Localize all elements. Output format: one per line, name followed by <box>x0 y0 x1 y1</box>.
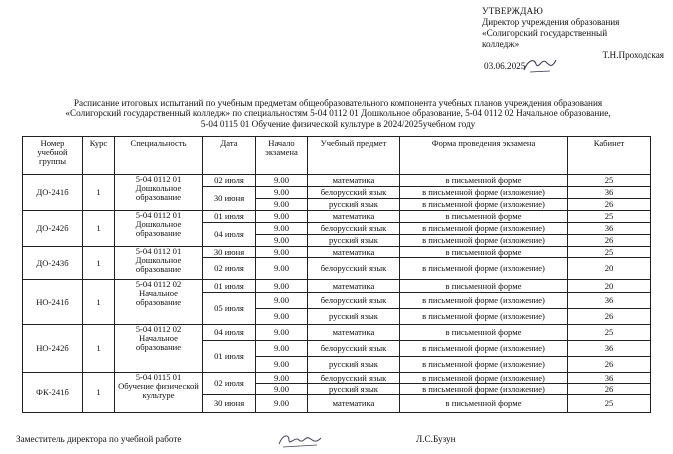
room-cell: 25 <box>568 395 651 413</box>
header-room: Кабинет <box>568 137 651 175</box>
room-cell: 25 <box>568 325 651 341</box>
date-cell: 30 июня <box>203 247 256 258</box>
subject-cell: русский язык <box>308 384 400 395</box>
start-cell: 9.00 <box>256 258 308 280</box>
room-cell: 26 <box>568 235 651 247</box>
room-cell: 20 <box>568 280 651 293</box>
date-cell: 30 июня <box>203 187 256 211</box>
subject-cell: математика <box>308 280 400 293</box>
room-cell: 20 <box>568 258 651 280</box>
header-group: Номер учебной группы <box>23 137 83 175</box>
course-cell: 1 <box>83 373 115 413</box>
course-cell: 1 <box>83 175 115 211</box>
director-signature <box>520 54 560 76</box>
start-cell: 9.00 <box>256 293 308 309</box>
title-line-3: 5-04 0115 01 Обучение физической культуре в 2024/2025учебном году <box>200 118 476 129</box>
date-cell: 01 июля <box>203 280 256 293</box>
start-cell: 9.00 <box>256 395 308 413</box>
document-title <box>8 98 668 129</box>
approval-line-1: Директор учреждения образования <box>482 17 620 27</box>
start-cell: 9.00 <box>256 223 308 235</box>
room-cell: 36 <box>568 341 651 357</box>
table-row <box>23 325 651 341</box>
form-cell: в письменной форме <box>400 395 568 413</box>
subject-cell: белорусский язык <box>308 293 400 309</box>
date-cell: 01 июля <box>203 211 256 223</box>
subject-cell: русский язык <box>308 235 400 247</box>
course-cell: 1 <box>83 211 115 247</box>
specialty-cell: 5-04 0112 02 Начальное образование <box>115 280 203 325</box>
form-cell: в письменной форме (изложение) <box>400 341 568 357</box>
subject-cell: белорусский язык <box>308 223 400 235</box>
group-cell: ДО-243б <box>23 247 83 280</box>
footer <box>16 434 656 448</box>
course-cell: 1 <box>83 280 115 325</box>
subject-cell: русский язык <box>308 199 400 211</box>
subject-cell: белорусский язык <box>308 373 400 384</box>
form-cell: в письменной форме (изложение) <box>400 235 568 247</box>
subject-cell: математика <box>308 395 400 413</box>
subject-cell: белорусский язык <box>308 258 400 280</box>
room-cell: 25 <box>568 175 651 187</box>
start-cell: 9.00 <box>256 175 308 187</box>
schedule-table <box>22 136 651 413</box>
room-cell: 36 <box>568 223 651 235</box>
start-cell: 9.00 <box>256 373 308 384</box>
group-cell: ДО-241б <box>23 175 83 211</box>
subject-cell: русский язык <box>308 357 400 373</box>
form-cell: в письменной форме (изложение) <box>400 373 568 384</box>
start-cell: 9.00 <box>256 341 308 357</box>
form-cell: в письменной форме (изложение) <box>400 357 568 373</box>
approval-line-2: «Солигорский государственный <box>482 28 608 38</box>
date-cell: 05 июля <box>203 293 256 325</box>
table-row <box>23 280 651 293</box>
header-course: Курс <box>83 137 115 175</box>
group-cell: ФК-241б <box>23 373 83 413</box>
subject-cell: математика <box>308 247 400 258</box>
course-cell: 1 <box>83 325 115 373</box>
room-cell: 25 <box>568 211 651 223</box>
room-cell: 36 <box>568 293 651 309</box>
form-cell: в письменной форме <box>400 211 568 223</box>
group-cell: НО-241б <box>23 280 83 325</box>
footer-name: Л.С.Бузун <box>416 434 456 444</box>
room-cell: 26 <box>568 199 651 211</box>
table-row <box>23 211 651 223</box>
group-cell: НО-242б <box>23 325 83 373</box>
specialty-cell: 5-04 0115 01 Обучение физической культуре <box>115 373 203 413</box>
start-cell: 9.00 <box>256 384 308 395</box>
approval-date: 03.06.2025 <box>484 61 526 71</box>
date-cell: 04 июля <box>203 223 256 247</box>
room-cell: 26 <box>568 309 651 325</box>
date-cell: 30 июня <box>203 395 256 413</box>
form-cell: в письменной форме (изложение) <box>400 258 568 280</box>
date-cell: 01 июля <box>203 341 256 373</box>
course-cell: 1 <box>83 247 115 280</box>
date-cell: 02 июля <box>203 175 256 187</box>
start-cell: 9.00 <box>256 211 308 223</box>
specialty-cell: 5-04 0112 01 Дошкольное образование <box>115 175 203 211</box>
form-cell: в письменной форме <box>400 175 568 187</box>
form-cell: в письменной форме <box>400 325 568 341</box>
start-cell: 9.00 <box>256 199 308 211</box>
form-cell: в письменной форме (изложение) <box>400 293 568 309</box>
subject-cell: белорусский язык <box>308 187 400 199</box>
room-cell: 25 <box>568 247 651 258</box>
table-row <box>23 175 651 187</box>
subject-cell: математика <box>308 325 400 341</box>
specialty-cell: 5-04 0112 02 Начальное образование <box>115 325 203 373</box>
approval-block <box>482 6 672 72</box>
start-cell: 9.00 <box>256 309 308 325</box>
title-line-1: Расписание итоговых испытаний по учебным предметам общеобразовательного компонента учебных планов учреждения образования <box>73 98 603 108</box>
form-cell: в письменной форме (изложение) <box>400 223 568 235</box>
footer-position: Заместитель директора по учебной работе <box>16 434 182 444</box>
date-cell: 04 июля <box>203 325 256 341</box>
approval-signer-line <box>482 50 672 61</box>
header-form: Форма проведения экзамена <box>400 137 568 175</box>
form-cell: в письменной форме <box>400 280 568 293</box>
room-cell: 36 <box>568 187 651 199</box>
start-cell: 9.00 <box>256 235 308 247</box>
approval-line-3: колледж» <box>482 39 520 49</box>
subject-cell: математика <box>308 211 400 223</box>
form-cell: в письменной форме <box>400 247 568 258</box>
subject-cell: белорусский язык <box>308 341 400 357</box>
form-cell: в письменной форме (изложение) <box>400 384 568 395</box>
start-cell: 9.00 <box>256 187 308 199</box>
form-cell: в письменной форме (изложение) <box>400 187 568 199</box>
header-date: Дата <box>203 137 256 175</box>
form-cell: в письменной форме (изложение) <box>400 309 568 325</box>
date-cell: 02 июля <box>203 373 256 395</box>
header-start: Начало экзамена <box>256 137 308 175</box>
room-cell: 36 <box>568 373 651 384</box>
start-cell: 9.00 <box>256 247 308 258</box>
specialty-cell: 5-04 0112 01 Дошкольное образование <box>115 247 203 280</box>
start-cell: 9.00 <box>256 325 308 341</box>
specialty-cell: 5-04 0112 01 Дошкольное образование <box>115 211 203 247</box>
start-cell: 9.00 <box>256 357 308 373</box>
approval-signer: Т.Н.Проходская <box>602 50 664 60</box>
room-cell: 26 <box>568 357 651 373</box>
subject-cell: русский язык <box>308 309 400 325</box>
header-specialty: Специальность <box>115 137 203 175</box>
header-subject: Учебный предмет <box>308 137 400 175</box>
table-row <box>23 373 651 384</box>
approval-heading: УТВЕРЖДАЮ <box>482 6 544 16</box>
start-cell: 9.00 <box>256 280 308 293</box>
date-cell: 02 июля <box>203 258 256 280</box>
group-cell: ДО-242б <box>23 211 83 247</box>
room-cell: 26 <box>568 384 651 395</box>
title-line-2: «Солигорский государственный колледж» по специальностям 5-04 0112 01 Дошкольное образование, 5-04 0112 02 Начальное образование, <box>65 108 611 119</box>
form-cell: в письменной форме (изложение) <box>400 199 568 211</box>
subject-cell: математика <box>308 175 400 187</box>
table-row <box>23 247 651 258</box>
